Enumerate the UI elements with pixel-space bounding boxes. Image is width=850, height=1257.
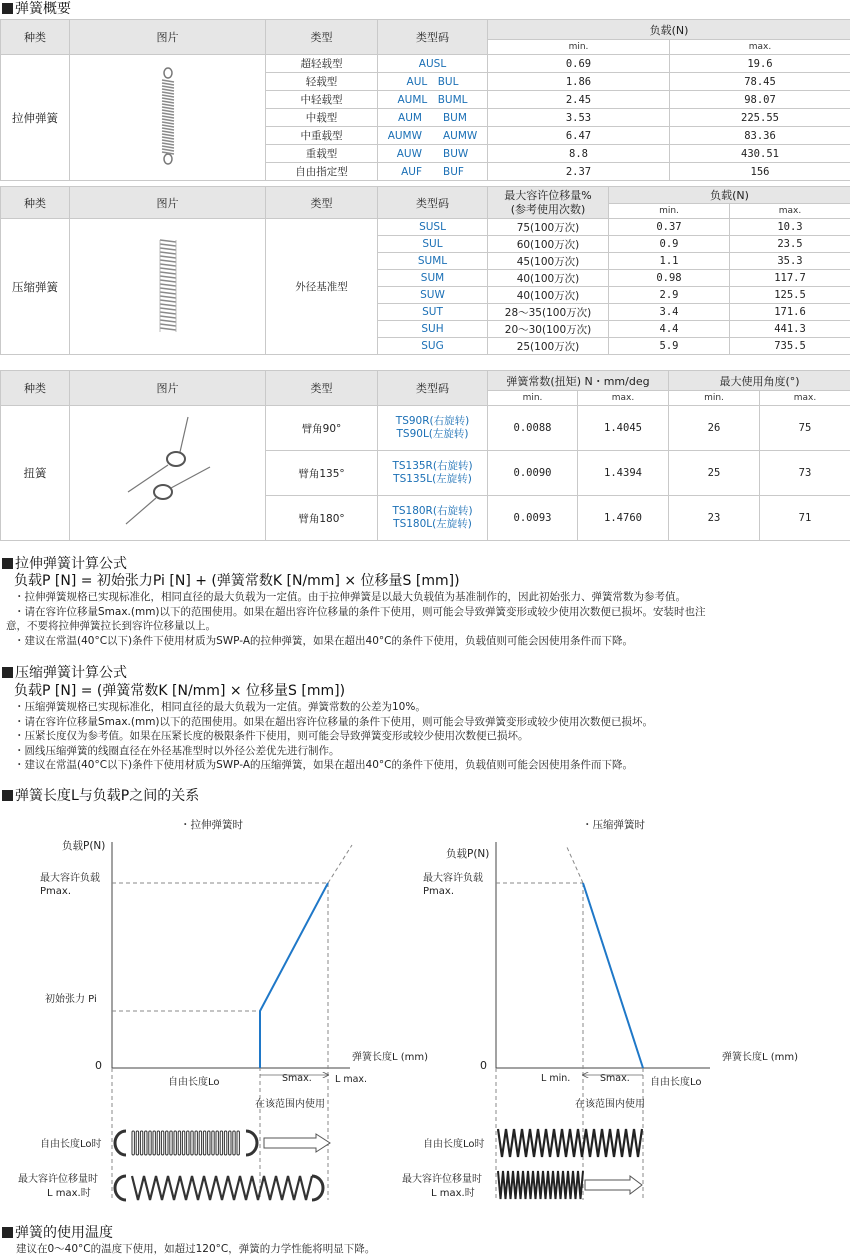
th-image: 图片 — [70, 371, 266, 406]
compression-spring-table — [0, 186, 850, 355]
code-cell: SUL — [378, 236, 488, 253]
kind-cell: 扭簧 — [1, 406, 70, 541]
y-axis-label: 负载P(N) — [446, 848, 490, 860]
tension-spring-free-icon — [115, 1131, 257, 1155]
pmax-label-2: Pmax. — [40, 886, 71, 897]
max-cell: 735.5 — [730, 338, 850, 355]
x-axis-label: 弹簧长度L (mm) — [352, 1052, 429, 1063]
row1-label: 自由长度Lo时 — [40, 1139, 102, 1150]
note: ・建议在常温(40°C以下)条件下使用材质为SWP-A的拉伸弹簧，如果在超出40°C的条件下使用，负载值则可能会因使用条件而下降。 — [14, 634, 633, 647]
th-displacement — [488, 187, 609, 219]
table-row — [1, 55, 850, 73]
min-cell: 3.4 — [609, 304, 730, 321]
pmax-label: 最大容许负载 — [423, 873, 483, 884]
disp-cell: 75(100万次) — [488, 219, 609, 236]
range-label: 在该范围内使用 — [255, 1099, 325, 1110]
spring-image-cell — [70, 219, 266, 355]
note: 意，不要将拉伸弹簧拉长到容许位移量以上。 — [6, 620, 216, 632]
lmin-label: L min. — [541, 1073, 571, 1084]
code-cell: AUF BUF — [378, 163, 488, 181]
value-cell: 1.4760 — [578, 496, 669, 541]
table-row — [1, 219, 850, 236]
row2-label-2: L max.时 — [431, 1188, 475, 1199]
th-displacement-line1: 最大容许位移量% — [504, 188, 592, 202]
compression-spring-max-icon — [498, 1171, 583, 1199]
th-code: 类型码 — [378, 187, 488, 219]
value-cell: 75 — [760, 406, 850, 451]
max-cell: 23.5 — [730, 236, 850, 253]
max-cell: 98.07 — [670, 91, 850, 109]
min-cell: 2.45 — [488, 91, 670, 109]
min-cell: 2.37 — [488, 163, 670, 181]
code-cell: AUW BUW — [378, 145, 488, 163]
code-cell: AUML BUML — [378, 91, 488, 109]
min-cell: 8.8 — [488, 145, 670, 163]
code-left: TS135L(左旋转) — [393, 473, 472, 485]
min-cell: 3.53 — [488, 109, 670, 127]
th-max: max. — [670, 40, 850, 55]
row2-label: 最大容许位移量时 — [402, 1174, 482, 1185]
ext-guide — [566, 845, 583, 883]
tension-spring-icon — [138, 66, 198, 166]
caption: ・压缩弹簧时 — [582, 819, 645, 831]
compression-formula-title: 压缩弹簧计算公式 — [2, 664, 127, 682]
code-right: TS135R(右旋转) — [392, 460, 473, 472]
spring-image-cell — [70, 55, 266, 181]
max-cell: 171.6 — [730, 304, 850, 321]
max-cell: 78.45 — [670, 73, 850, 91]
temperature-note: 建议在0～40°C的温度下使用，如超过120°C，弹簧的力学性能将明显下降。 — [16, 1243, 376, 1255]
code-cell: AUMW AUMW — [378, 127, 488, 145]
th-angle: 最大使用角度(°) — [669, 371, 850, 391]
max-cell: 19.6 — [670, 55, 850, 73]
th-type: 类型 — [266, 187, 378, 219]
min-cell: 4.4 — [609, 321, 730, 338]
range-label: 在该范围内使用 — [575, 1099, 645, 1110]
max-cell: 10.3 — [730, 219, 850, 236]
type-cell: 轻载型 — [266, 73, 378, 91]
tension-spring-max-icon — [115, 1176, 323, 1200]
load-line — [583, 883, 643, 1068]
type-cell: 臂角90° — [266, 406, 378, 451]
row2-label-2: L max.时 — [47, 1188, 91, 1199]
note: ・拉伸弹簧规格已实现标准化，相同直径的最大负载为一定值。由于拉伸弹簧是以最大负载值为基准制作的，因此初始张力、弹簧常数为参考值。 — [14, 591, 686, 603]
th-type: 类型 — [266, 371, 378, 406]
type-cell: 臂角180° — [266, 496, 378, 541]
type-cell: 中重载型 — [266, 127, 378, 145]
value-cell: 23 — [669, 496, 760, 541]
pmax-label-2: Pmax. — [423, 886, 454, 897]
min-cell: 1.86 — [488, 73, 670, 91]
temperature-title: 弹簧的使用温度 — [2, 1224, 113, 1242]
kind-cell: 拉伸弹簧 — [1, 55, 70, 181]
th-type: 类型 — [266, 20, 378, 55]
note: ・请在容许位移量Smax.(mm)以下的范围使用。如果在超出容许位移量的条件下使用，则可能会导致弹簧变形或较少使用次数便已损坏。 — [14, 715, 654, 728]
code-left: TS90L(左旋转) — [396, 428, 469, 440]
disp-cell: 40(100万次) — [488, 287, 609, 304]
type-cell: 中轻载型 — [266, 91, 378, 109]
zero-label: 0 — [480, 1059, 487, 1072]
th-min: min. — [488, 40, 670, 55]
code-left: TS180L(左旋转) — [393, 518, 472, 530]
max-cell: 125.5 — [730, 287, 850, 304]
value-cell: 26 — [669, 406, 760, 451]
smax-label: Smax. — [600, 1073, 630, 1084]
min-cell: 0.98 — [609, 270, 730, 287]
row1-label: 自由长度Lo时 — [423, 1139, 485, 1150]
code-cell: SUM — [378, 270, 488, 287]
max-cell: 430.51 — [670, 145, 850, 163]
code-right: TS90R(右旋转) — [395, 415, 470, 427]
zero-label: 0 — [95, 1059, 102, 1072]
compression-spring-free-icon — [498, 1129, 642, 1157]
value-cell: 1.4394 — [578, 451, 669, 496]
code-cell: SUW — [378, 287, 488, 304]
relation-diagrams — [0, 805, 850, 1215]
smax-label: Smax. — [282, 1073, 312, 1084]
disp-cell: 45(100万次) — [488, 253, 609, 270]
row2-label: 最大容许位移量时 — [18, 1174, 98, 1185]
load-line — [260, 883, 328, 1068]
compression-diagram — [402, 818, 798, 1200]
max-cell: 156 — [670, 163, 850, 181]
value-cell: 0.0088 — [488, 406, 578, 451]
type-cell: 臂角135° — [266, 451, 378, 496]
note: ・建议在常温(40°C以下)条件下使用材质为SWP-A的压缩弹簧，如果在超出40°C的条件下使用，负载值则可能会因使用条件而下降。 — [14, 759, 633, 771]
code-cell — [378, 451, 488, 496]
stretch-arrow-icon — [264, 1134, 330, 1152]
max-cell: 117.7 — [730, 270, 850, 287]
min-cell: 6.47 — [488, 127, 670, 145]
min-cell: 2.9 — [609, 287, 730, 304]
note: ・压紧长度仅为参考值。如果在压紧长度的极限条件下使用，则可能会导致弹簧变形或较少使用次数便已损坏。 — [14, 730, 529, 742]
ext-guide — [328, 845, 352, 883]
tension-formula-block — [0, 573, 850, 648]
code-cell: SUML — [378, 253, 488, 270]
th-k-min: min. — [488, 391, 578, 406]
code-cell: AUL BUL — [378, 73, 488, 91]
code-cell: SUT — [378, 304, 488, 321]
disp-cell: 20～30(100万次) — [488, 321, 609, 338]
compression-formula: 负载P [N] = (弹簧常数K [N/mm] × 位移量S [mm]) — [14, 683, 346, 699]
max-cell: 225.55 — [670, 109, 850, 127]
disp-cell: 25(100万次) — [488, 338, 609, 355]
max-cell: 35.3 — [730, 253, 850, 270]
y-axis-label: 负载P(N) — [62, 840, 106, 852]
min-cell: 0.37 — [609, 219, 730, 236]
disp-cell: 28～35(100万次) — [488, 304, 609, 321]
th-max: max. — [730, 204, 850, 219]
th-a-max: max. — [760, 391, 850, 406]
th-constant: 弹簧常数(扭矩) N・mm/deg — [488, 371, 669, 391]
free-length-label: 自由长度Lo — [650, 1077, 702, 1088]
th-kind: 种类 — [1, 20, 70, 55]
x-axis-label: 弹簧长度L (mm) — [722, 1052, 799, 1063]
th-displacement-line2: (参考使用次数) — [510, 202, 586, 216]
disp-cell: 60(100万次) — [488, 236, 609, 253]
code-cell: SUH — [378, 321, 488, 338]
th-load: 负载(N) — [488, 20, 850, 40]
value-cell: 71 — [760, 496, 850, 541]
max-cell: 83.36 — [670, 127, 850, 145]
min-cell: 0.9 — [609, 236, 730, 253]
relation-title: 弹簧长度L与负载P之间的关系 — [2, 787, 199, 805]
overview-title: 弹簧概要 — [2, 0, 71, 18]
code-cell — [378, 406, 488, 451]
note: ・圆线压缩弹簧的线圈直径在外径基准型时以外径公差优先进行制作。 — [14, 744, 340, 757]
code-cell — [378, 496, 488, 541]
type-cell: 自由指定型 — [266, 163, 378, 181]
free-length-label: 自由长度Lo — [168, 1077, 220, 1088]
th-image: 图片 — [70, 187, 266, 219]
th-load: 负载(N) — [609, 187, 850, 204]
tension-diagram — [18, 818, 428, 1200]
value-cell: 25 — [669, 451, 760, 496]
kind-cell: 压缩弹簧 — [1, 219, 70, 355]
th-min: min. — [609, 204, 730, 219]
lmax-label: L max. — [335, 1074, 368, 1085]
spring-image-cell — [70, 406, 266, 541]
note: ・请在容许位移量Smax.(mm)以下的范围使用。如果在超出容许位移量的条件下使用，则可能会导致弹簧变形或较少使用次数便已损坏。安装时也注 — [14, 605, 706, 618]
pi-label: 初始张力 Pi — [45, 994, 97, 1005]
compress-arrow-icon — [585, 1176, 642, 1194]
disp-cell: 40(100万次) — [488, 270, 609, 287]
min-cell: 5.9 — [609, 338, 730, 355]
compression-spring-icon — [148, 235, 188, 335]
min-cell: 1.1 — [609, 253, 730, 270]
max-cell: 441.3 — [730, 321, 850, 338]
tension-formula-title: 拉伸弹簧计算公式 — [2, 555, 127, 573]
type-cell: 外径基准型 — [266, 219, 378, 355]
pmax-label: 最大容许负载 — [40, 873, 100, 884]
code-cell: SUSL — [378, 219, 488, 236]
code-cell: SUG — [378, 338, 488, 355]
value-cell: 0.0090 — [488, 451, 578, 496]
compression-formula-block — [0, 683, 850, 773]
tension-spring-table — [0, 19, 850, 181]
type-cell: 重载型 — [266, 145, 378, 163]
value-cell: 0.0093 — [488, 496, 578, 541]
value-cell: 73 — [760, 451, 850, 496]
th-kind: 种类 — [1, 371, 70, 406]
th-k-max: max. — [578, 391, 669, 406]
th-kind: 种类 — [1, 187, 70, 219]
tension-formula: 负载P [N] = 初始张力Pi [N] + (弹簧常数K [N/mm] × 位移量S [mm]) — [14, 573, 460, 589]
type-cell: 超轻载型 — [266, 55, 378, 73]
th-a-min: min. — [669, 391, 760, 406]
code-cell: AUSL — [378, 55, 488, 73]
code-right: TS180R(右旋转) — [392, 505, 473, 517]
note: ・压缩弹簧规格已实现标准化，相同直径的最大负载为一定值。弹簧常数的公差为10%。 — [14, 701, 426, 713]
type-cell: 中载型 — [266, 109, 378, 127]
caption: ・拉伸弹簧时 — [180, 819, 243, 831]
torsion-spring-table — [0, 370, 850, 541]
min-cell: 0.69 — [488, 55, 670, 73]
th-code: 类型码 — [378, 371, 488, 406]
th-code: 类型码 — [378, 20, 488, 55]
th-image: 图片 — [70, 20, 266, 55]
torsion-spring-icon — [118, 412, 218, 532]
value-cell: 1.4045 — [578, 406, 669, 451]
code-cell: AUM BUM — [378, 109, 488, 127]
table-row — [1, 406, 850, 451]
